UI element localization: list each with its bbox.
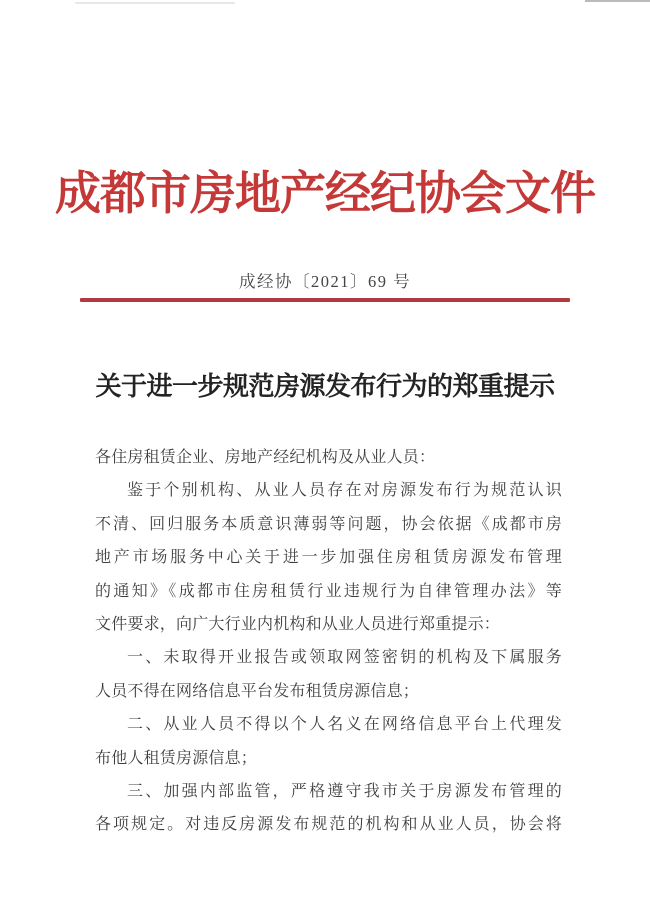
body-line: 人员不得在网络信息平台发布租赁房源信息； bbox=[95, 682, 420, 700]
body-line: 各住房租赁企业、房地产经纪机构及从业人员： bbox=[95, 449, 436, 466]
body-line: 布他人租赁房源信息； bbox=[95, 749, 258, 767]
body-line: 地产市场服务中心关于进一步加强住房租赁房源发布管理 bbox=[95, 549, 562, 567]
notice-heading: 关于进一步规范房源发布行为的郑重提示 bbox=[95, 372, 555, 401]
scan-artifact bbox=[75, 2, 235, 4]
body-line: 鉴于个别机构、从业人员存在对房源发布行为规范认识 bbox=[127, 482, 562, 500]
body-line: 不清、回归服务本质意识薄弱等问题，协会依据《成都市房 bbox=[95, 515, 562, 533]
body-line: 一、未取得开业报告或领取网签密钥的机构及下属服务 bbox=[127, 649, 562, 667]
body-line: 二、从业人员不得以个人名义在网络信息平台上代理发 bbox=[127, 716, 562, 734]
organization-title: 成都市房地产经纪协会文件 bbox=[55, 168, 595, 219]
red-divider-line bbox=[80, 298, 570, 302]
body-line: 文件要求，向广大行业内机构和从业人员进行郑重提示： bbox=[95, 616, 501, 634]
body-line: 的通知》《成都市住房租赁行业违规行为自律管理办法》等 bbox=[95, 582, 562, 600]
document-number: 成经协〔2021〕69 号 bbox=[238, 272, 412, 291]
notice-body bbox=[95, 441, 562, 842]
body-line: 三、加强内部监管，严格遵守我市关于房源发布管理的 bbox=[127, 783, 562, 801]
body-line: 各项规定。对违反房源发布规范的机构和从业人员，协会将 bbox=[95, 816, 562, 834]
scan-artifact bbox=[585, 0, 650, 2]
